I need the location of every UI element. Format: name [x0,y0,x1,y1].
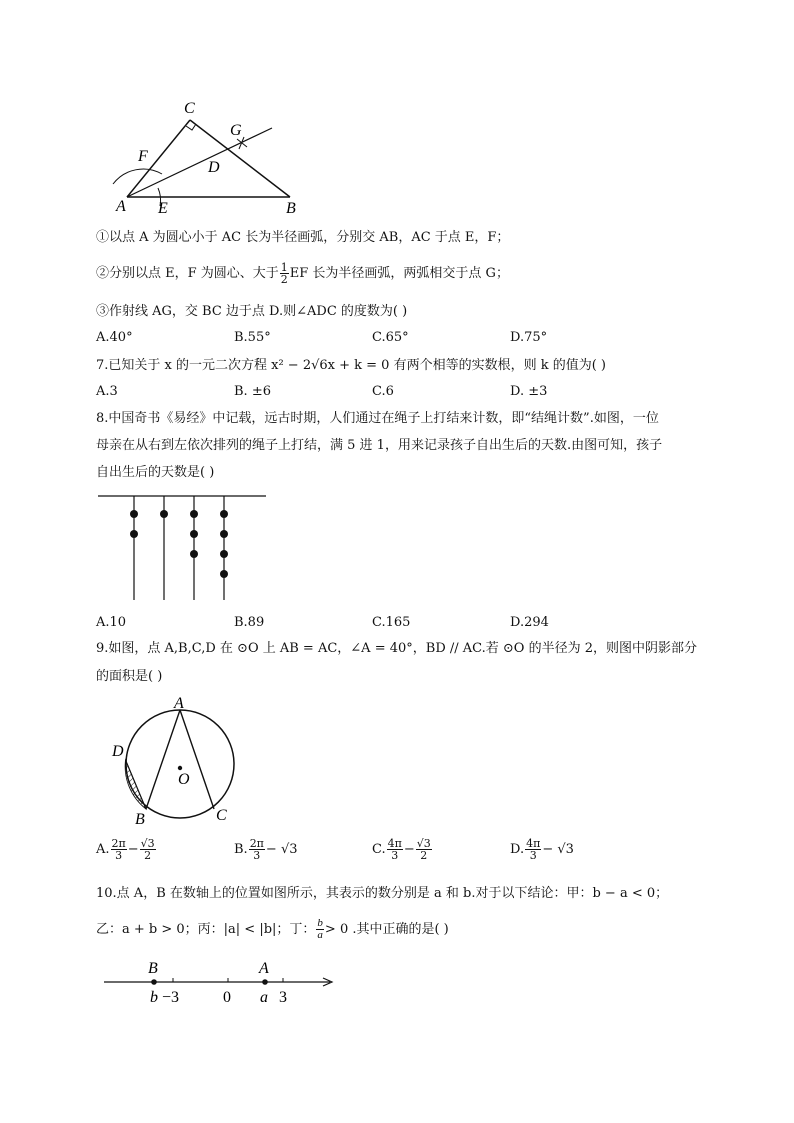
figure-number-line [100,956,340,1010]
q6-step-3: ③作射线 AG，交 BC 边于点 D.则∠ADC 的度数为( ) [96,304,408,319]
knot [130,530,138,538]
q9-option-c[interactable]: C. $\frac{4\pi}{3}$ − $\frac{√3}{2}$ [372,837,431,862]
tick-label-zero: 0 [223,989,231,1006]
label-a: A [116,198,126,215]
figure-circle [108,694,240,826]
q9-option-a[interactable]: A. $\frac{2\pi}{3}$ − $\frac{√3}{2}$ [96,837,155,862]
label-a-upper: A [259,960,269,977]
knot [220,550,228,558]
right-angle-mark [186,124,196,130]
arc-center-a [113,169,162,184]
label-b-upper: B [148,960,158,977]
chord-ab [146,710,180,809]
q8-option-a[interactable]: A.10 [96,615,127,630]
q8-option-b[interactable]: B.89 [234,615,265,630]
q7-text: 7.已知关于 x 的一元二次方程 x² − 2√6x + k = 0 有两个相等的实数根，则 k 的值为( ) [96,358,607,373]
q10-line-1: 10.点 A，B 在数轴上的位置如图所示，其表示的数分别是 a 和 b.对于以下结论：甲：b − a < 0； [96,886,669,901]
label-e: E [158,200,168,217]
q6-step-2-post: EF 长为半径画弧，两弧相交于点 G； [289,266,509,281]
label-c: C [216,807,227,824]
q8-line-1: 8.中国奇书《易经》中记载，远古时期，人们通过在绳子上打结来计数，即“结绳计数”.如图，一位 [96,411,659,426]
q6-option-d[interactable]: D.75° [510,330,548,345]
q10-line-2-pre: 乙：a + b > 0；丙：|a| < |b|；丁： [96,922,316,937]
label-d: D [208,159,220,176]
q10-line-2-post: > 0 .其中正确的是( ) [324,922,449,937]
q6-step-1: ①以点 A 为圆心小于 AC 长为半径画弧，分别交 AB，AC 于点 E，F； [96,230,510,245]
figure-angle-bisector [100,96,296,218]
knot [220,570,228,578]
center-dot [178,766,182,770]
q8-option-c[interactable]: C.165 [372,615,411,630]
fraction-b-over-a: $\frac{b}{a}$ [317,917,323,941]
label-d: D [112,743,124,760]
knot [220,530,228,538]
knot [130,510,138,518]
label-b: B [286,200,296,217]
label-b-lower: b [150,989,158,1006]
chord-ac [180,710,214,809]
circle-o [126,710,234,818]
q9-option-d[interactable]: D. $\frac{4\pi}{3}$ − √3 [510,837,574,862]
q7-option-b[interactable]: B. ±6 [234,384,271,399]
segment-ac [127,120,190,197]
label-o: O [178,771,190,788]
q9-line-2: 的面积是( ) [96,669,163,684]
label-c: C [184,100,195,117]
q7-option-c[interactable]: C.6 [372,384,394,399]
label-b: B [135,811,145,828]
knot [190,530,198,538]
q8-option-d[interactable]: D.294 [510,615,549,630]
q8-line-3: 自出生后的天数是( ) [96,465,215,480]
tick-label-minus3: −3 [162,989,180,1006]
figure-knotted-ropes [96,490,268,602]
knot [190,550,198,558]
point-b [151,979,157,985]
tick-label-3: 3 [279,989,287,1006]
q10-line-2 [96,918,449,941]
q6-option-c[interactable]: C.65° [372,330,409,345]
q9-line-1: 9.如图，点 A,B,C,D 在 ⊙O 上 AB = AC，∠A = 40°，BD // AC.若 ⊙O 的半径为 2，则图中阴影部分 [96,641,697,656]
knot [220,510,228,518]
q6-option-b[interactable]: B.55° [234,330,271,345]
ray-ag [127,128,272,197]
point-a [262,979,268,985]
q9-option-b[interactable]: B. $\frac{2\pi}{3}$ − √3 [234,837,298,862]
q6-option-a[interactable]: A.40° [96,330,133,345]
knot [190,510,198,518]
label-f: F [138,148,148,165]
q7-option-d[interactable]: D. ±3 [510,384,548,399]
q7-option-a[interactable]: A.3 [96,384,118,399]
label-g: G [230,122,242,139]
label-a-lower: a [260,989,268,1006]
fraction-one-half: $\frac{1}{2}$ [280,261,288,286]
label-a: A [174,695,184,712]
q6-step-2-pre: ②分别以点 E，F 为圆心、大于 [96,266,279,281]
knot [160,510,168,518]
q8-line-2: 母亲在从右到左依次排列的绳子上打结，满 5 进 1，用来记录孩子自出生后的天数.由图可知，孩子 [96,438,663,453]
q6-step-2 [96,262,509,285]
